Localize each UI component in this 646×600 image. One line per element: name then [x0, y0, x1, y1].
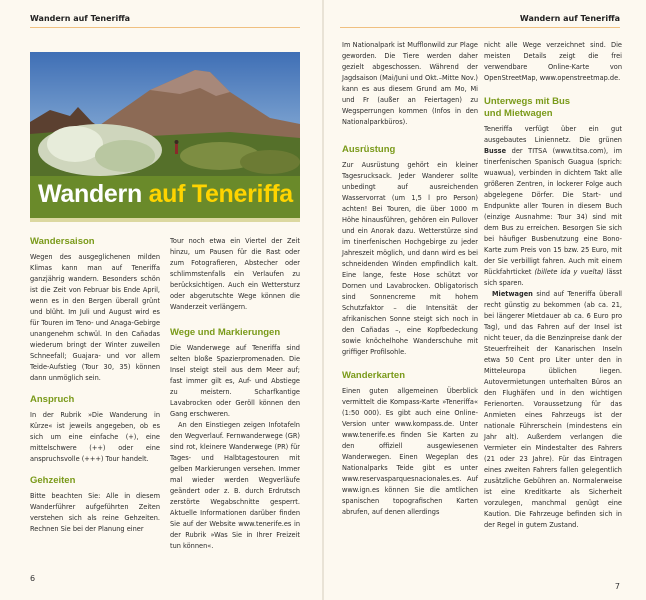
text-busse: Busse — [484, 147, 507, 155]
text-mietwagen — [484, 289, 622, 531]
text-anspruch: In der Rubrik »Die Wanderung in Kürze« ist jeweils angegeben, ob es sich um eine einfache (+), eine mittelschwere (++) oder eine anspruchsvolle (+++) Tour handelt. — [30, 411, 160, 463]
text-openstreetmap: nicht alle Wege verzeichnet sind. Die meisten Details zeigt die frei verwendbare Online-Karte von OpenStreetMap, www.openstreetmap.de. — [484, 41, 622, 82]
text-wandersaison: Wegen des ausgeglichenen milden Klimas kann man auf Teneriffa ganzjährig wandern. Besonders schön ist die Zeit von Februar bis Ende April, wenn es in den Bergen überall grünt und blüht. Im Juli und August wird es für Touren im Teno- und Anaga-Gebirge unangenehm schwül. In den Cañadas wiederum bringt der Winter zuweilen Schneefall; Guajara- und vor allem Teide-Aufstieg (Tour 30, 35) können dann unmöglich sein. — [30, 253, 160, 382]
right-page-column-2 — [484, 40, 622, 531]
text-mietwagen-body: sind auf Teneriffa überall recht günstig zu bekommen (ab ca. 21, bei längerer Mietdauer ab ca. 6 Euro pro Tag), und das Fahren auf der Insel ist nicht teuer, da die Benzinpreise dank der Steuerfreiheit der Kanarischen Inseln etwa 50 Cent pro Liter unter den in Mitteleuropa üblichen liegen. Autovermietungen unterhalten Büros an den Flughäfen und in den wichtigen Ferienorten. Voraussetzung für das Anmieten eines Fahrzeugs ist der nationale Führerschein (mindestens ein Jahr alt). Außerdem verlangen die Vermieter ein Mindestalter des Fahrers (21 oder 23 Jahre). Für das Eintragen eines zweiten Fahrers fallen gelegentlich zusätzliche Gebühren an. Normalerweise ist eine Kreditkarte als Sicherheit vorzulegen, manchmal genügt eine Kaution. Die Fahrzeuge befinden sich in der Regel in gutem Zustand. — [484, 290, 622, 529]
heading-bus-line2: und Mietwagen — [484, 108, 553, 119]
text-wege-2: An den Einstiegen zeigen Infotafeln den Wegverlauf. Fernwanderwege (GR) sind rot, kleinere Wanderwege (PR) für Tages- und Halbtagestouren mit gelben Markierungen versehen. Immer mal wieder werden Wegverläufe geändert oder z. B. durch Erdrutsch zerstörte Wegabschnitte gesperrt. Aktuelle Informationen darüber finden Sie auf der Website www.tenerife.es in der Rubrik »Was Sie in Ihrer Freizeit tun können«. — [170, 421, 300, 550]
text-billete: (billete ida y vuelta) — [534, 268, 604, 276]
left-page-column-2 — [170, 236, 300, 552]
running-head-right: Wandern auf Teneriffa — [519, 14, 620, 23]
text-mufflon: Im Nationalpark ist Mufflonwild zur Plage geworden. Die Tiere werden daher gezielt abgeschossen. Während der Jagdsaison (Mai/Juni und Okt.–Mitte Nov.) kann es aus diesem Grund am Mo, Mi und Fr (außer an Feiertagen) zu Wegsperrungen kommen (Infos in den Nationalparkbüros). — [342, 41, 478, 126]
heading-wanderkarten: Wanderkarten — [342, 370, 405, 381]
heading-ausruestung: Ausrüstung — [342, 144, 396, 155]
heading-bus-mietwagen — [484, 96, 622, 120]
heading-wege: Wege und Markierungen — [170, 327, 281, 338]
teide-landscape-photo — [30, 52, 300, 176]
text-ausruestung: Zur Ausrüstung gehört ein kleiner Tagesrucksack. Jeder Wanderer sollte unbedingt auf ausreichenden Wasservorrat (um 1,5 l pro Person) achten! Bei Touren, die über 1000 m Höhe hinausführen, gehören ein Pullover und ein Anorak dazu. Wetterstürze sind im tinerfenischen Hochgebirge zu jeder Jahreszeit möglich, und dann wird es bei schneidenden Winden empfindlich kalt. Eine lange, feste Hose schützt vor Dornen und Lavabrocken. Obligatorisch sind Sonnencreme mit hohem Schutzfaktor – die Intensität der afrikanischen Sonne steigt sich noch in den Cañadas –, eine Kopfbedeckung sowie knöchelhohe Wanderschuhe mit griffiger Profilsohle. — [342, 161, 478, 356]
page-number-left: 6 — [30, 574, 36, 583]
page-number-right: 7 — [614, 582, 620, 591]
text-gehzeiten-continued: Tour noch etwa ein Viertel der Zeit hinzu, um Pausen für die Rast oder zum Fotografieren, Abstecher oder schlimmstenfalls ein Verlaufen zu berücksichtigen. Auch ein Wettersturz oder abgerutschte Wege können die Wanderzeit verlängern. — [170, 237, 300, 311]
text-bus — [484, 124, 622, 289]
heading-wandersaison: Wandersaison — [30, 236, 95, 247]
heading-gehzeiten: Gehzeiten — [30, 475, 76, 486]
heading-anspruch: Anspruch — [30, 394, 75, 405]
text-gehzeiten: Bitte beachten Sie: Alle in diesem Wanderführer aufgeführten Zeiten verstehen sich als reine Gehzeiten. Rechnen Sie bei der Planung einer — [30, 492, 160, 533]
text-bus-a: Teneriffa verfügt über ein gut ausgebautes Liniennetz. Die grünen — [484, 125, 622, 144]
right-page — [324, 0, 646, 600]
text-bus-b: der TITSA (www.titsa.com), im tinerfenischen Spanisch Guagua (sprich: wuawua), verbinden in dichtem Takt alle größeren Zentren, in lockerer Folge auch abgelegene Dörfer. Die Start- und Endpunkte aller Touren in diesem Buch (einzige Ausnahme: Tour 34) sind mit dem Bus zu erreichen. Besorgen Sie sich bei häufiger Busbenutzung eine Bono-Karte zum Preis von 15 bzw. 25 Euro, mit der Sie verbilligt fahren. Auch mit einem Rückfahrticket — [484, 147, 622, 276]
chapter-title — [38, 180, 293, 209]
heading-bus-line1: Unterwegs mit Bus — [484, 96, 571, 107]
chapter-title-band — [30, 176, 300, 222]
running-head-left: Wandern auf Teneriffa — [30, 14, 131, 23]
left-page-column-1 — [30, 236, 160, 535]
left-page — [0, 0, 322, 600]
header-rule-left — [30, 27, 300, 28]
text-mietwagen-label: Mietwagen — [492, 290, 533, 298]
header-rule-right — [340, 27, 620, 28]
right-page-column-1 — [342, 40, 478, 518]
chapter-title-part2: auf Teneriffa — [148, 180, 293, 208]
chapter-title-part1: Wandern — [38, 180, 142, 208]
text-wege-1: Die Wanderwege auf Teneriffa sind selten bloße Spazierpromenaden. Die Insel steigt steil aus dem Meer auf; fast immer gilt es, Auf- und Abstiege zu meistern. Scharfkantige Lavabrocken oder Geröll können den Gang erschweren. — [170, 344, 300, 418]
text-wanderkarten: Einen guten allgemeinen Überblick vermittelt die Kompass-Karte »Teneriffa« (1:50 000). Es gibt auch eine Online-Version unter www.kompass.de. Unter www.tenerife.es finden Sie Karten zu den offiziell ausgewiesenen Wanderwegen. Einen Wegeplan des Nationalparks Teide gibt es unter www.reservasparquesnacionales.es. Auf www.ign.es können Sie die amtlichen spanischen topografischen Karten abrufen, auf denen allerdings — [342, 387, 478, 516]
text-bus-c: lässt sich sparen. — [484, 268, 622, 287]
